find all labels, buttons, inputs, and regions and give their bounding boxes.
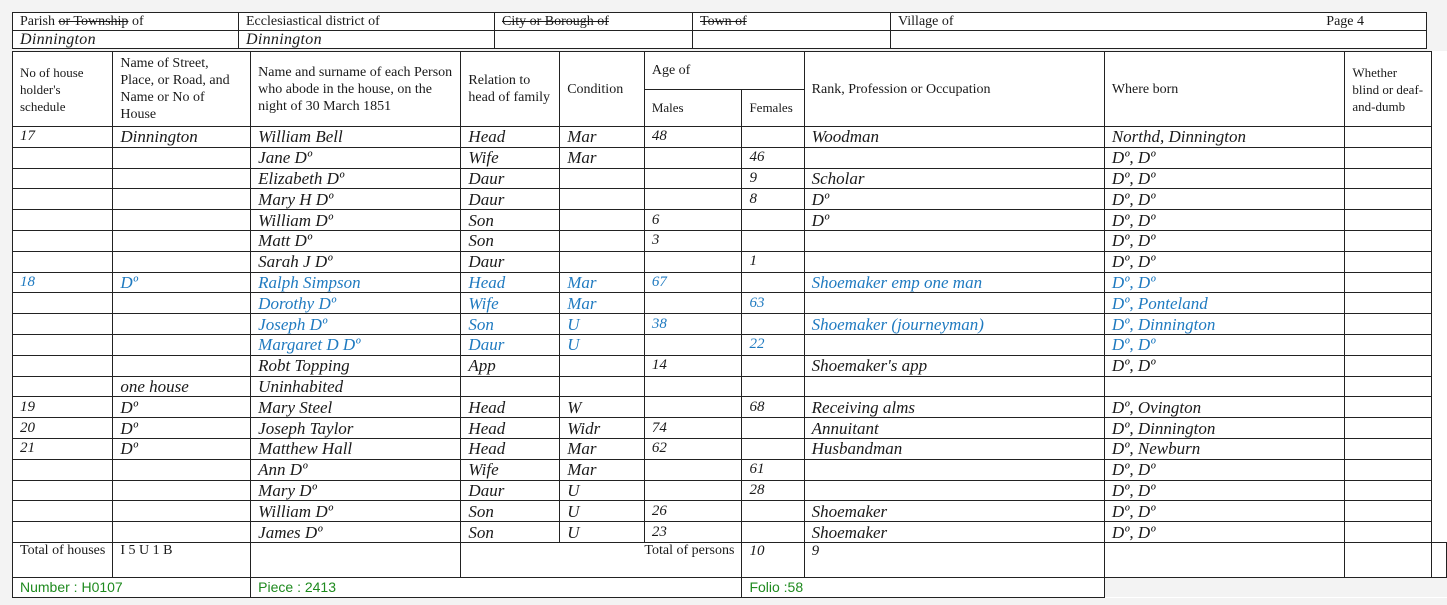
cell-occupation: Scholar [804,168,1104,189]
city-value [495,31,693,49]
cell-born: Dº, Dº [1104,522,1345,543]
cell-blind [1345,230,1432,251]
cell-age-male: 6 [644,210,742,231]
cell-blind [1345,147,1432,168]
cell-born: Northd, Dinnington [1104,127,1345,148]
cell-occupation [804,480,1104,501]
cell-condition [560,210,645,231]
cell-born: Dº, Dinnington [1104,314,1345,335]
cell-street [113,251,251,272]
cell-born: Dº, Dº [1104,210,1345,231]
cell-age-male [644,376,742,397]
cell-born: Dº, Dº [1104,189,1345,210]
cell-condition: U [560,522,645,543]
cell-age-female: 9 [742,168,804,189]
total-persons-label: Total of persons [461,542,742,577]
census-table [12,51,1447,598]
cell-age-male [644,251,742,272]
cell-occupation: Husbandman [804,438,1104,459]
cell-schedule: 21 [13,438,113,459]
cell-name: Margaret D Dº [251,334,461,355]
cell-name: Elizabeth Dº [251,168,461,189]
cell-born: Dº, Dº [1104,168,1345,189]
cell-name: William Dº [251,210,461,231]
cell-relation: Son [461,501,560,522]
cell-street [113,355,251,376]
cell-born: Dº, Dº [1104,459,1345,480]
cell-name: Ralph Simpson [251,272,461,293]
cell-born: Dº, Dº [1104,334,1345,355]
cell-age-male: 67 [644,272,742,293]
cell-age-female: 46 [742,147,804,168]
cell-born: Dº, Dº [1104,251,1345,272]
reference-number: Number : H0107 [13,577,251,597]
cell-blind [1345,168,1432,189]
cell-street: one house [113,376,251,397]
parish-value: Dinnington [13,31,239,49]
table-row [13,127,1447,148]
cell-age-female: 22 [742,334,804,355]
cell-street: Dº [113,272,251,293]
cell-street: Dinnington [113,127,251,148]
cell-condition: U [560,314,645,335]
cell-occupation [804,459,1104,480]
cell-name: Uninhabited [251,376,461,397]
cell-relation: Son [461,314,560,335]
cell-name: Jane Dº [251,147,461,168]
col-name: Name and surname of each Person who abode in the house, on the night of 30 March 1851 [251,52,461,127]
city-label: City or Borough of [495,13,693,31]
table-row [13,438,1447,459]
reference-folio: Folio :58 [742,577,1104,597]
col-females: Females [742,89,804,127]
cell-born: Dº, Ovington [1104,397,1345,418]
col-schedule: No of house holder's schedule [13,52,113,127]
census-rows [13,127,1447,543]
cell-age-female [742,522,804,543]
cell-born: Dº, Dº [1104,480,1345,501]
totals-blind-blank [1432,542,1447,577]
cell-born: Dº, Ponteland [1104,293,1345,314]
cell-blind [1345,210,1432,231]
cell-occupation: Dº [804,189,1104,210]
cell-street [113,334,251,355]
cell-condition: Mar [560,293,645,314]
cell-street: Dº [113,438,251,459]
cell-blind [1345,314,1432,335]
col-blind: Whether blind or deaf-and-dumb [1345,52,1432,127]
cell-age-male: 62 [644,438,742,459]
cell-schedule: 17 [13,127,113,148]
cell-street [113,522,251,543]
cell-age-female [742,314,804,335]
cell-occupation: Shoemaker emp one man [804,272,1104,293]
cell-schedule [13,522,113,543]
cell-age-male: 48 [644,127,742,148]
cell-street: Dº [113,418,251,439]
cell-blind [1345,480,1432,501]
cell-age-female [742,210,804,231]
col-relation: Relation to head of family [461,52,560,127]
cell-name: Mary H Dº [251,189,461,210]
cell-blind [1345,418,1432,439]
cell-condition: Mar [560,272,645,293]
cell-age-female: 61 [742,459,804,480]
cell-age-female [742,438,804,459]
cell-name: Robt Topping [251,355,461,376]
cell-born [1104,376,1345,397]
cell-blind [1345,334,1432,355]
cell-condition [560,376,645,397]
cell-age-male: 14 [644,355,742,376]
total-houses-label: Total of houses [13,542,113,577]
col-males: Males [644,89,742,127]
col-born: Where born [1104,52,1345,127]
parish-label: Parish or Township of [13,13,239,31]
cell-age-female: 8 [742,189,804,210]
page-number: Page 4 [1326,14,1364,29]
cell-schedule [13,251,113,272]
cell-relation: Head [461,272,560,293]
cell-schedule: 20 [13,418,113,439]
cell-street [113,168,251,189]
town-label: Town of [693,13,891,31]
cell-age-male [644,459,742,480]
cell-street [113,459,251,480]
cell-schedule [13,230,113,251]
cell-born: Dº, Newburn [1104,438,1345,459]
cell-condition: Mar [560,127,645,148]
cell-occupation: Woodman [804,127,1104,148]
cell-occupation: Shoemaker's app [804,355,1104,376]
cell-condition: Mar [560,438,645,459]
cell-name: Dorothy Dº [251,293,461,314]
district-label: Ecclesiastical district of [239,13,495,31]
cell-blind [1345,501,1432,522]
cell-schedule [13,147,113,168]
cell-street [113,314,251,335]
cell-age-male [644,334,742,355]
village-label: Village of Page 4 [891,13,1427,31]
table-row [13,376,1447,397]
table-row [13,251,1447,272]
cell-condition: Mar [560,459,645,480]
cell-age-male: 23 [644,522,742,543]
cell-schedule [13,501,113,522]
cell-street [113,147,251,168]
cell-age-female [742,501,804,522]
cell-born: Dº, Dº [1104,272,1345,293]
cell-blind [1345,251,1432,272]
town-value [693,31,891,49]
cell-relation: Daur [461,189,560,210]
table-row [13,501,1447,522]
cell-born: Dº, Dº [1104,230,1345,251]
cell-street [113,210,251,231]
cell-age-male [644,147,742,168]
totals-row [13,542,1447,577]
table-row [13,230,1447,251]
cell-street [113,189,251,210]
cell-condition: U [560,480,645,501]
totals-occupation-blank [1104,542,1345,577]
table-row [13,210,1447,231]
cell-blind [1345,438,1432,459]
cell-age-male: 74 [644,418,742,439]
col-age: Age of [644,52,804,90]
cell-born: Dº, Dº [1104,501,1345,522]
cell-condition [560,355,645,376]
cell-occupation: Shoemaker [804,522,1104,543]
table-row [13,168,1447,189]
cell-name: Matt Dº [251,230,461,251]
cell-age-female [742,355,804,376]
cell-born: Dº, Dinnington [1104,418,1345,439]
cell-schedule: 19 [13,397,113,418]
cell-relation: Wife [461,293,560,314]
cell-schedule: 18 [13,272,113,293]
reference-piece: Piece : 2413 [251,577,742,597]
table-row [13,189,1447,210]
cell-condition: Mar [560,147,645,168]
total-females: 9 [804,542,1104,577]
cell-condition: W [560,397,645,418]
cell-relation: Head [461,397,560,418]
cell-name: Joseph Taylor [251,418,461,439]
cell-age-male: 38 [644,314,742,335]
cell-name: Sarah J Dº [251,251,461,272]
cell-occupation: Receiving alms [804,397,1104,418]
cell-relation [461,376,560,397]
cell-condition [560,168,645,189]
cell-name: James Dº [251,522,461,543]
cell-relation: Son [461,230,560,251]
cell-condition: Widr [560,418,645,439]
table-row [13,418,1447,439]
cell-relation: Son [461,210,560,231]
total-houses-value: I 5 U 1 B [113,542,251,577]
cell-condition [560,230,645,251]
cell-blind [1345,522,1432,543]
cell-schedule [13,189,113,210]
col-street: Name of Street, Place, or Road, and Name or No of House [113,52,251,127]
cell-name: Ann Dº [251,459,461,480]
cell-schedule [13,480,113,501]
cell-relation: Daur [461,480,560,501]
cell-blind [1345,459,1432,480]
column-header-row [13,52,1447,90]
header-values-row [13,31,1427,49]
cell-blind [1345,355,1432,376]
cell-schedule [13,459,113,480]
total-males: 10 [742,542,804,577]
cell-age-male [644,397,742,418]
cell-age-female [742,272,804,293]
cell-name: Joseph Dº [251,314,461,335]
cell-age-male: 3 [644,230,742,251]
cell-street [113,293,251,314]
cell-blind [1345,127,1432,148]
cell-age-male [644,189,742,210]
table-row [13,397,1447,418]
cell-blind [1345,376,1432,397]
cell-schedule [13,293,113,314]
cell-blind [1345,189,1432,210]
header-labels-row [13,13,1427,31]
cell-relation: Head [461,418,560,439]
totals-born-blank [1345,542,1432,577]
cell-age-female [742,127,804,148]
cell-condition [560,189,645,210]
cell-relation: Head [461,127,560,148]
cell-age-female: 63 [742,293,804,314]
cell-blind [1345,272,1432,293]
cell-relation: Daur [461,251,560,272]
cell-relation: Wife [461,147,560,168]
cell-relation: Head [461,438,560,459]
cell-occupation: Dº [804,210,1104,231]
cell-age-female [742,230,804,251]
cell-occupation: Annuitant [804,418,1104,439]
cell-occupation: Shoemaker (journeyman) [804,314,1104,335]
cell-born: Dº, Dº [1104,355,1345,376]
cell-relation: App [461,355,560,376]
cell-relation: Daur [461,334,560,355]
cell-age-male [644,480,742,501]
header-table [12,12,1427,49]
cell-schedule [13,376,113,397]
col-condition: Condition [560,52,645,127]
table-row [13,147,1447,168]
cell-age-female [742,418,804,439]
district-value: Dinnington [239,31,495,49]
cell-name: William Bell [251,127,461,148]
cell-age-female [742,376,804,397]
table-row [13,293,1447,314]
cell-born: Dº, Dº [1104,147,1345,168]
cell-occupation: Shoemaker [804,501,1104,522]
table-row [13,314,1447,335]
cell-street [113,501,251,522]
table-row [13,272,1447,293]
table-row [13,334,1447,355]
cell-name: Matthew Hall [251,438,461,459]
cell-blind [1345,397,1432,418]
cell-age-female: 28 [742,480,804,501]
cell-age-female: 1 [742,251,804,272]
cell-condition: U [560,501,645,522]
table-row [13,355,1447,376]
cell-age-female: 68 [742,397,804,418]
cell-street: Dº [113,397,251,418]
cell-name: William Dº [251,501,461,522]
cell-occupation [804,251,1104,272]
cell-condition: U [560,334,645,355]
cell-schedule [13,334,113,355]
cell-occupation [804,334,1104,355]
cell-age-male [644,293,742,314]
cell-condition [560,251,645,272]
cell-blind [1345,293,1432,314]
totals-blank [251,542,461,577]
cell-occupation [804,230,1104,251]
cell-schedule [13,210,113,231]
table-row [13,480,1447,501]
cell-street [113,480,251,501]
cell-schedule [13,168,113,189]
cell-relation: Wife [461,459,560,480]
cell-age-male: 26 [644,501,742,522]
cell-street [113,230,251,251]
cell-relation: Daur [461,168,560,189]
cell-occupation [804,147,1104,168]
table-row [13,459,1447,480]
cell-relation: Son [461,522,560,543]
reference-row [13,577,1447,597]
col-occupation: Rank, Profession or Occupation [804,52,1104,127]
village-value [891,31,1427,49]
cell-name: Mary Steel [251,397,461,418]
cell-schedule [13,314,113,335]
cell-schedule [13,355,113,376]
cell-occupation [804,376,1104,397]
cell-age-male [644,168,742,189]
cell-occupation [804,293,1104,314]
table-row [13,522,1447,543]
cell-name: Mary Dº [251,480,461,501]
